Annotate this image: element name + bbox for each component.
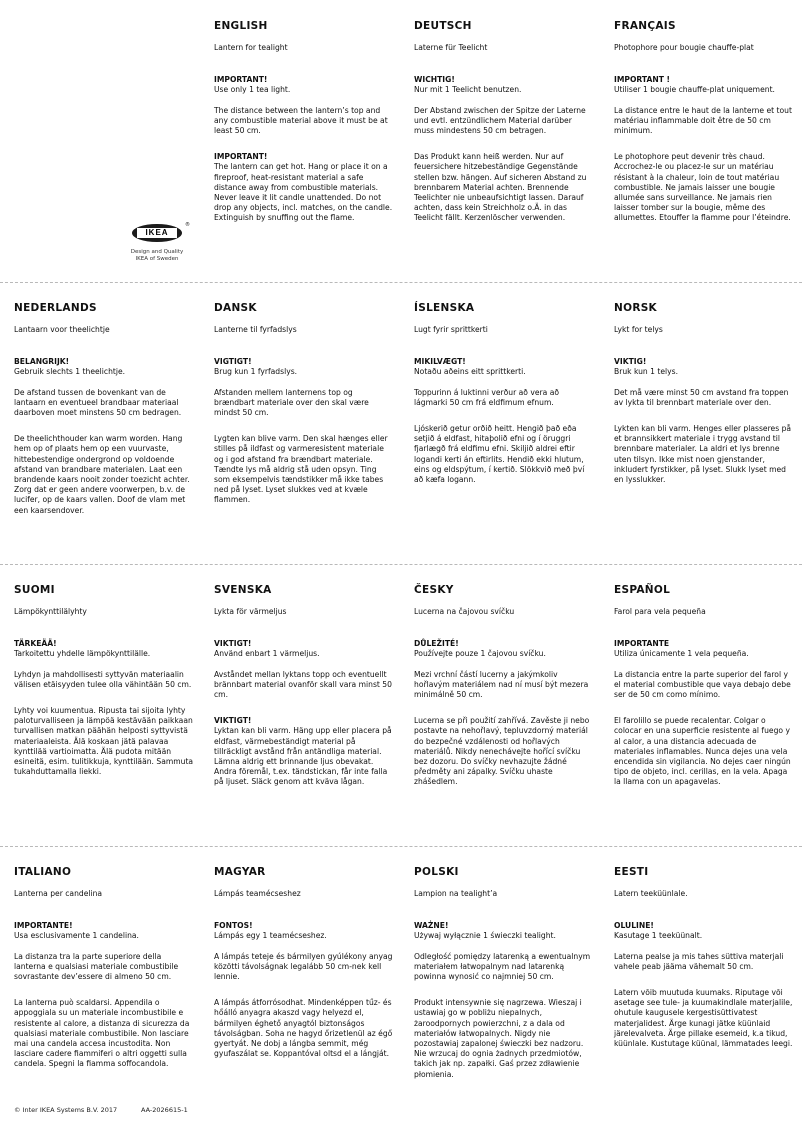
important-text: Usa esclusivamente 1 candelina. [14, 931, 139, 941]
distance-text: Afstanden mellem lanternens top og brændbart materiale over den skal være mindst 50 cm. [214, 387, 369, 418]
product-name: Lanterna per candelina [14, 889, 103, 898]
product-name: Lanterne til fyrfadslys [214, 325, 297, 334]
warning-text: Lyhty voi kuumentua. Ripusta tai sijoita lyhty paloturvalliseen ja lämpöä kestävään paikkaan turvallisen matkan päähän helposti syttyvistä materiaaleista. Älä koskaan jätä palavaa kynttilää vartioimatta. Älä pudota mitään esineitä, esim. tulitikkuja, kynttilään. Sammuta tukahduttamalla liekki. [14, 706, 194, 777]
product-name: Lampion na tealight’a [414, 889, 498, 898]
product-name: Lucerna na čajovou svíčku [414, 607, 515, 616]
lang-block-islenska [414, 302, 594, 485]
important-text: Gebruik slechts 1 theelichtje. [14, 367, 126, 377]
product-name: Lantaarn voor theelichtje [14, 325, 110, 334]
language-title: SVENSKA [214, 584, 272, 596]
important-text: Bruk kun 1 telys. [614, 367, 679, 377]
section-row-4 [0, 846, 802, 1131]
product-name: Photophore pour bougie chauffe-plat [614, 43, 754, 52]
important-label: VIGTIGT! [214, 357, 252, 367]
lang-block-magyar [214, 866, 394, 1059]
distance-text: Lyhdyn ja mahdollisesti syttyvän materiaalin välisen etäisyyden tulee olla vähintään 50 cm. [14, 669, 192, 689]
lang-block-eesti [614, 866, 794, 1049]
language-title: FRANÇAIS [614, 20, 676, 32]
important-text: Brug kun 1 fyrfadslys. [214, 367, 298, 377]
lang-block-dansk [214, 302, 394, 506]
language-title: ESPAÑOL [614, 584, 671, 596]
lang-block-nederlands [14, 302, 194, 516]
warning-text: Ljóskerið getur orðið heitt. Hengið það eða setjið á eldfast, hitaþolið efni og í öruggri fjarlægð frá eldfimu efni. Skiljið aldrei eftir logandi kerti án eftirlits. Hendið ekki hlutum, eins og eldspýtum, í kertið. Slökkvið með því að kæfa logann. [414, 424, 585, 485]
warning-text: Lucerna se při použití zahřívá. Zavěste ji nebo postavte na nehořlavý, tepluvzdorný materiál do bezpečné vzdálenosti od hořlavých materiálů. Nikdy nenechávejte hořící svíčku bez dozoru. Do svíčky nevhazujte žádné předměty ani zápalky. Svíčku uhaste zhášedlem. [414, 716, 590, 787]
language-title: DEUTSCH [414, 20, 472, 32]
lang-block-francais [614, 20, 794, 224]
lang-block-deutsch [414, 20, 594, 224]
warning-text: Das Produkt kann heiß werden. Nur auf feuersichere hitzebeständige Gegenstände stellen bzw. hängen. Auf sicheren Abstand zu brennbarem Material achten. Brennende Teelichter nie unbeaufsichtigt lassen. Darauf achten, dass kein Streichholz o.Ä. in das Teelicht fällt. Kerzenlöscher verwenden. [414, 152, 587, 223]
distance-text: Odległość pomiędzy latarenką a ewentualnym materiałem łatwopalnym nad latarenką powinna wynosić co najmniej 50 cm. [414, 951, 591, 982]
language-title: ČESKY [414, 584, 454, 596]
important-text: Tarkoitettu yhdelle lämpökynttilälle. [14, 649, 151, 659]
caption-line-2: IKEA of Sweden [135, 256, 179, 262]
important-text: Utiliser 1 bougie chauffe-plat uniquement. [614, 85, 775, 95]
warning-text: Lykten kan bli varm. Henges eller plasseres på et brannsikkert materiale i trygg avstand til brennbare materialer. La aldri et lys brenne uten tilsyn. Ikke mist noen gjenstander, inkludert fyrstikker, på lyset. Slukk lyset med en lysslukker. [614, 424, 792, 485]
important-label: DŮLEŽITÉ! [414, 639, 459, 649]
language-title: POLSKI [414, 866, 459, 878]
warning-text: De theelichthouder kan warm worden. Hang hem op of plaats hem op een vuurvaste, hittebestendige ondergrond op voldoende afstand van brandbare materialen. Laat een brandende kaars nooit zonder toezicht achter. Zorg dat er geen andere voorwerpen, b.v. de lucifer, op de kaars vallen. Doof de vlam met een kaarsendover. [14, 434, 190, 515]
language-title: NEDERLANDS [14, 302, 97, 314]
warning-text: Produkt intensywnie się nagrzewa. Wieszaj i ustawiaj go w pobliżu niepalnych, żaroodpornych powierzchni, z a dala od materiałów łatwopalnych. Nigdy nie pozostawiaj zapalonej świeczki bez nadzoru. Nie wrzucaj do ognia żadnych przedmiotów, takich jak np. zapałki. Gaś przez zdławienie płomienia. [414, 998, 584, 1079]
caption-line-1: Design and Quality [130, 249, 184, 255]
product-name: Lantern for tealight [214, 43, 288, 52]
language-title: ITALIANO [14, 866, 72, 878]
important-label: TÄRKEÄÄ! [14, 639, 57, 649]
ikea-caption [124, 249, 190, 263]
distance-text: De afstand tussen de bovenkant van de lantaarn en eventueel brandbaar materiaal daarboven moet minstens 50 cm bedragen. [14, 387, 182, 418]
section-row-1 [0, 0, 802, 283]
ikea-logo [124, 224, 190, 263]
distance-text: Mezi vrchní částí lucerny a jakýmkoliv hořlavým materiálem nad ní musí být mezera minimálně 50 cm. [414, 669, 589, 700]
lang-block-norsk [614, 302, 794, 485]
warning-label: IMPORTANT! [214, 152, 268, 162]
language-title: EESTI [614, 866, 649, 878]
product-name: Farol para vela pequeña [614, 607, 706, 616]
copyright: © Inter IKEA Systems B.V. 2017 [14, 1106, 118, 1114]
important-label: IMPORTANTE [614, 639, 670, 649]
important-text: Använd enbart 1 värmeljus. [214, 649, 320, 659]
warning-text: El farolillo se puede recalentar. Colgar o colocar en una superficie resistente al fuego y al calor, a una distancia adecuada de materiales inflamables. Nunca dejes una vela encendida sin vigilancia. No dejes caer ningún tipo de objeto, incl. cerillas, en la vela. Apaga la llama con un apagavelas. [614, 716, 791, 787]
product-name: Lämpökynttilälyhty [14, 607, 87, 616]
warning-text: The lantern can get hot. Hang or place it on a fireproof, heat-resistant material a safe distance away from combustible materials. Never leave it lit candle unattended. Do not drop any objects, incl. matches, on the candle. Extinguish by snuffing out the flame. [214, 162, 393, 223]
important-text: Notaðu aðeins eitt sprittkerti. [414, 367, 526, 377]
warning-text: A lámpás átforrósodhat. Mindenképpen tűz- és hőálló anyagra akaszd vagy helyezd el, bármilyen éghető anyagtól biztonságos távolságban. Soha ne hagyd őrizetlenül az égő gyertyát. Ne dobj a lángba semmit, még gyufaszálat se. Koppantóval oltsd el a lángját. [214, 998, 393, 1059]
distance-text: A lámpás teteje és bármilyen gyúlékony anyag közötti távolságnak legalább 50 cm-nek kell lennie. [214, 951, 393, 982]
warning-text: Latern võib muutuda kuumaks. Riputage või asetage see tule- ja kuumakindlale materjalile, ohutule kaugusele kergestisüttivatest materjalidest. Ärge kunagi jätke küünlaid järelevalveta. Ärge pillake esemeid, k.a tikud, küünlale. Kustutage küünal, lämmatades leegi. [614, 988, 793, 1049]
important-label: OLULINE! [614, 921, 654, 931]
distance-text: Avståndet mellan lyktans topp och eventuellt brännbart material ovanför skall vara minst 50 cm. [214, 669, 392, 700]
distance-text: Det må være minst 50 cm avstand fra toppen av lykta til brennbart materiale over den. [614, 387, 789, 407]
ikea-badge-icon [132, 224, 182, 242]
warning-text: Lygten kan blive varm. Den skal hænges eller stilles på ildfast og varmeresistent materiale og i god afstand fra brændbart materiale. Tændte lys må aldrig stå uden opsyn. Ting som eksempelvis tændstikker må ikke tabes ned på lyset. Lyset slukkes ved at kvæle flammen. [214, 434, 388, 505]
language-title: ENGLISH [214, 20, 268, 32]
language-title: NORSK [614, 302, 657, 314]
important-text: Używaj wyłącznie 1 świeczki tealight. [414, 931, 556, 941]
registered-mark: ® [185, 222, 190, 228]
important-text: Kasutage 1 teeküünalt. [614, 931, 703, 941]
important-label: FONTOS! [214, 921, 253, 931]
important-label: VIKTIGT! [214, 639, 252, 649]
article-number: AA-2026615-1 [141, 1106, 188, 1114]
product-name: Lámpás teamécseshez [214, 889, 301, 898]
distance-text: La distance entre le haut de la lanterne et tout matériau inflammable doit être de 50 cm minimum. [614, 105, 792, 136]
warning-text: La lanterna può scaldarsi. Appendila o appoggiala su un materiale incombustibile e resistente al calore, a distanza di sicurezza da qualsiasi materiale combustibile. Non lasciare mai una candela accesa incustodita. Non lasciare cadere fiammiferi o altri oggetti sulla candela. Spegni la fiamma soffocandola. [14, 998, 190, 1069]
important-text: Lámpás egy 1 teamécseshez. [214, 931, 327, 941]
important-text: Use only 1 tea light. [214, 85, 291, 95]
important-text: Utiliza únicamente 1 vela pequeña. [614, 649, 749, 659]
distance-text: Laterna pealse ja mis tahes süttiva materjali vahele peab jääma vähemalt 50 cm. [614, 951, 784, 971]
important-label: IMPORTANT ! [614, 75, 671, 85]
section-row-2 [0, 282, 802, 565]
product-name: Lugt fyrir sprittkerti [414, 325, 488, 334]
lang-block-english [214, 20, 394, 224]
lang-block-cesky [414, 584, 594, 788]
important-label: WAŻNE! [414, 921, 449, 931]
important-label: IMPORTANT! [214, 75, 268, 85]
language-title: ÍSLENSKA [414, 302, 475, 314]
product-name: Lykt for telys [614, 325, 663, 334]
warning-text: Lyktan kan bli varm. Häng upp eller placera på eldfast, värmebeständigt material på tillräckligt avstånd från antändliga material. Lämna aldrig ett brinnande ljus obevakat. Andra föremål, t.ex. tändstickan, får inte falla på ljuset. Släck genom att kväva lågan. [214, 726, 392, 787]
section-row-3 [0, 564, 802, 847]
product-name: Laterne für Teelicht [414, 43, 488, 52]
lang-block-suomi [14, 584, 194, 777]
distance-text: La distanza tra la parte superiore della lanterna e qualsiasi materiale combustibile sovrastante dev’essere di almeno 50 cm. [14, 951, 179, 982]
important-label: BELANGRIJK! [14, 357, 70, 367]
distance-text: The distance between the lantern’s top and any combustible material above it must be at least 50 cm. [214, 105, 388, 136]
important-label: VIKTIG! [614, 357, 647, 367]
language-title: DANSK [214, 302, 257, 314]
ikea-brand: IKEA [137, 228, 177, 238]
lang-block-polski [414, 866, 594, 1080]
important-label: IMPORTANTE! [14, 921, 73, 931]
product-name: Lykta för värmeljus [214, 607, 287, 616]
language-title: MAGYAR [214, 866, 266, 878]
distance-text: Toppurinn á luktinni verður að vera að lágmarki 50 cm frá eldfimum efnum. [414, 387, 559, 407]
important-text: Nur mit 1 Teelicht benutzen. [414, 85, 522, 95]
product-name: Latern teeküünlale. [614, 889, 688, 898]
warning-label: VIKTIGT! [214, 716, 252, 726]
important-label: WICHTIG! [414, 75, 455, 85]
distance-text: La distancia entre la parte superior del farol y el material combustible que vaya debajo debe ser de 50 cm como mínimo. [614, 669, 791, 700]
language-title: SUOMI [14, 584, 55, 596]
important-text: Používejte pouze 1 čajovou svíčku. [414, 649, 546, 659]
warning-text: Le photophore peut devenir très chaud. Accrochez-le ou placez-le sur un matériau résistant à la chaleur, loin de tout matériau combustible. Ne jamais laisser une bougie allumée sans surveillance. Ne jamais rien laisser tomber sur la bougie, même des allumettes. Etouffer la flamme pour l’éteindre. [614, 152, 791, 223]
lang-block-espanol [614, 584, 794, 788]
lang-block-italiano [14, 866, 194, 1070]
distance-text: Der Abstand zwischen der Spitze der Laterne und evtl. entzündlichem Material darüber muss mindestens 50 cm betragen. [414, 105, 586, 136]
lang-block-svenska [214, 584, 394, 788]
important-label: MIKILVÆGT! [414, 357, 466, 367]
